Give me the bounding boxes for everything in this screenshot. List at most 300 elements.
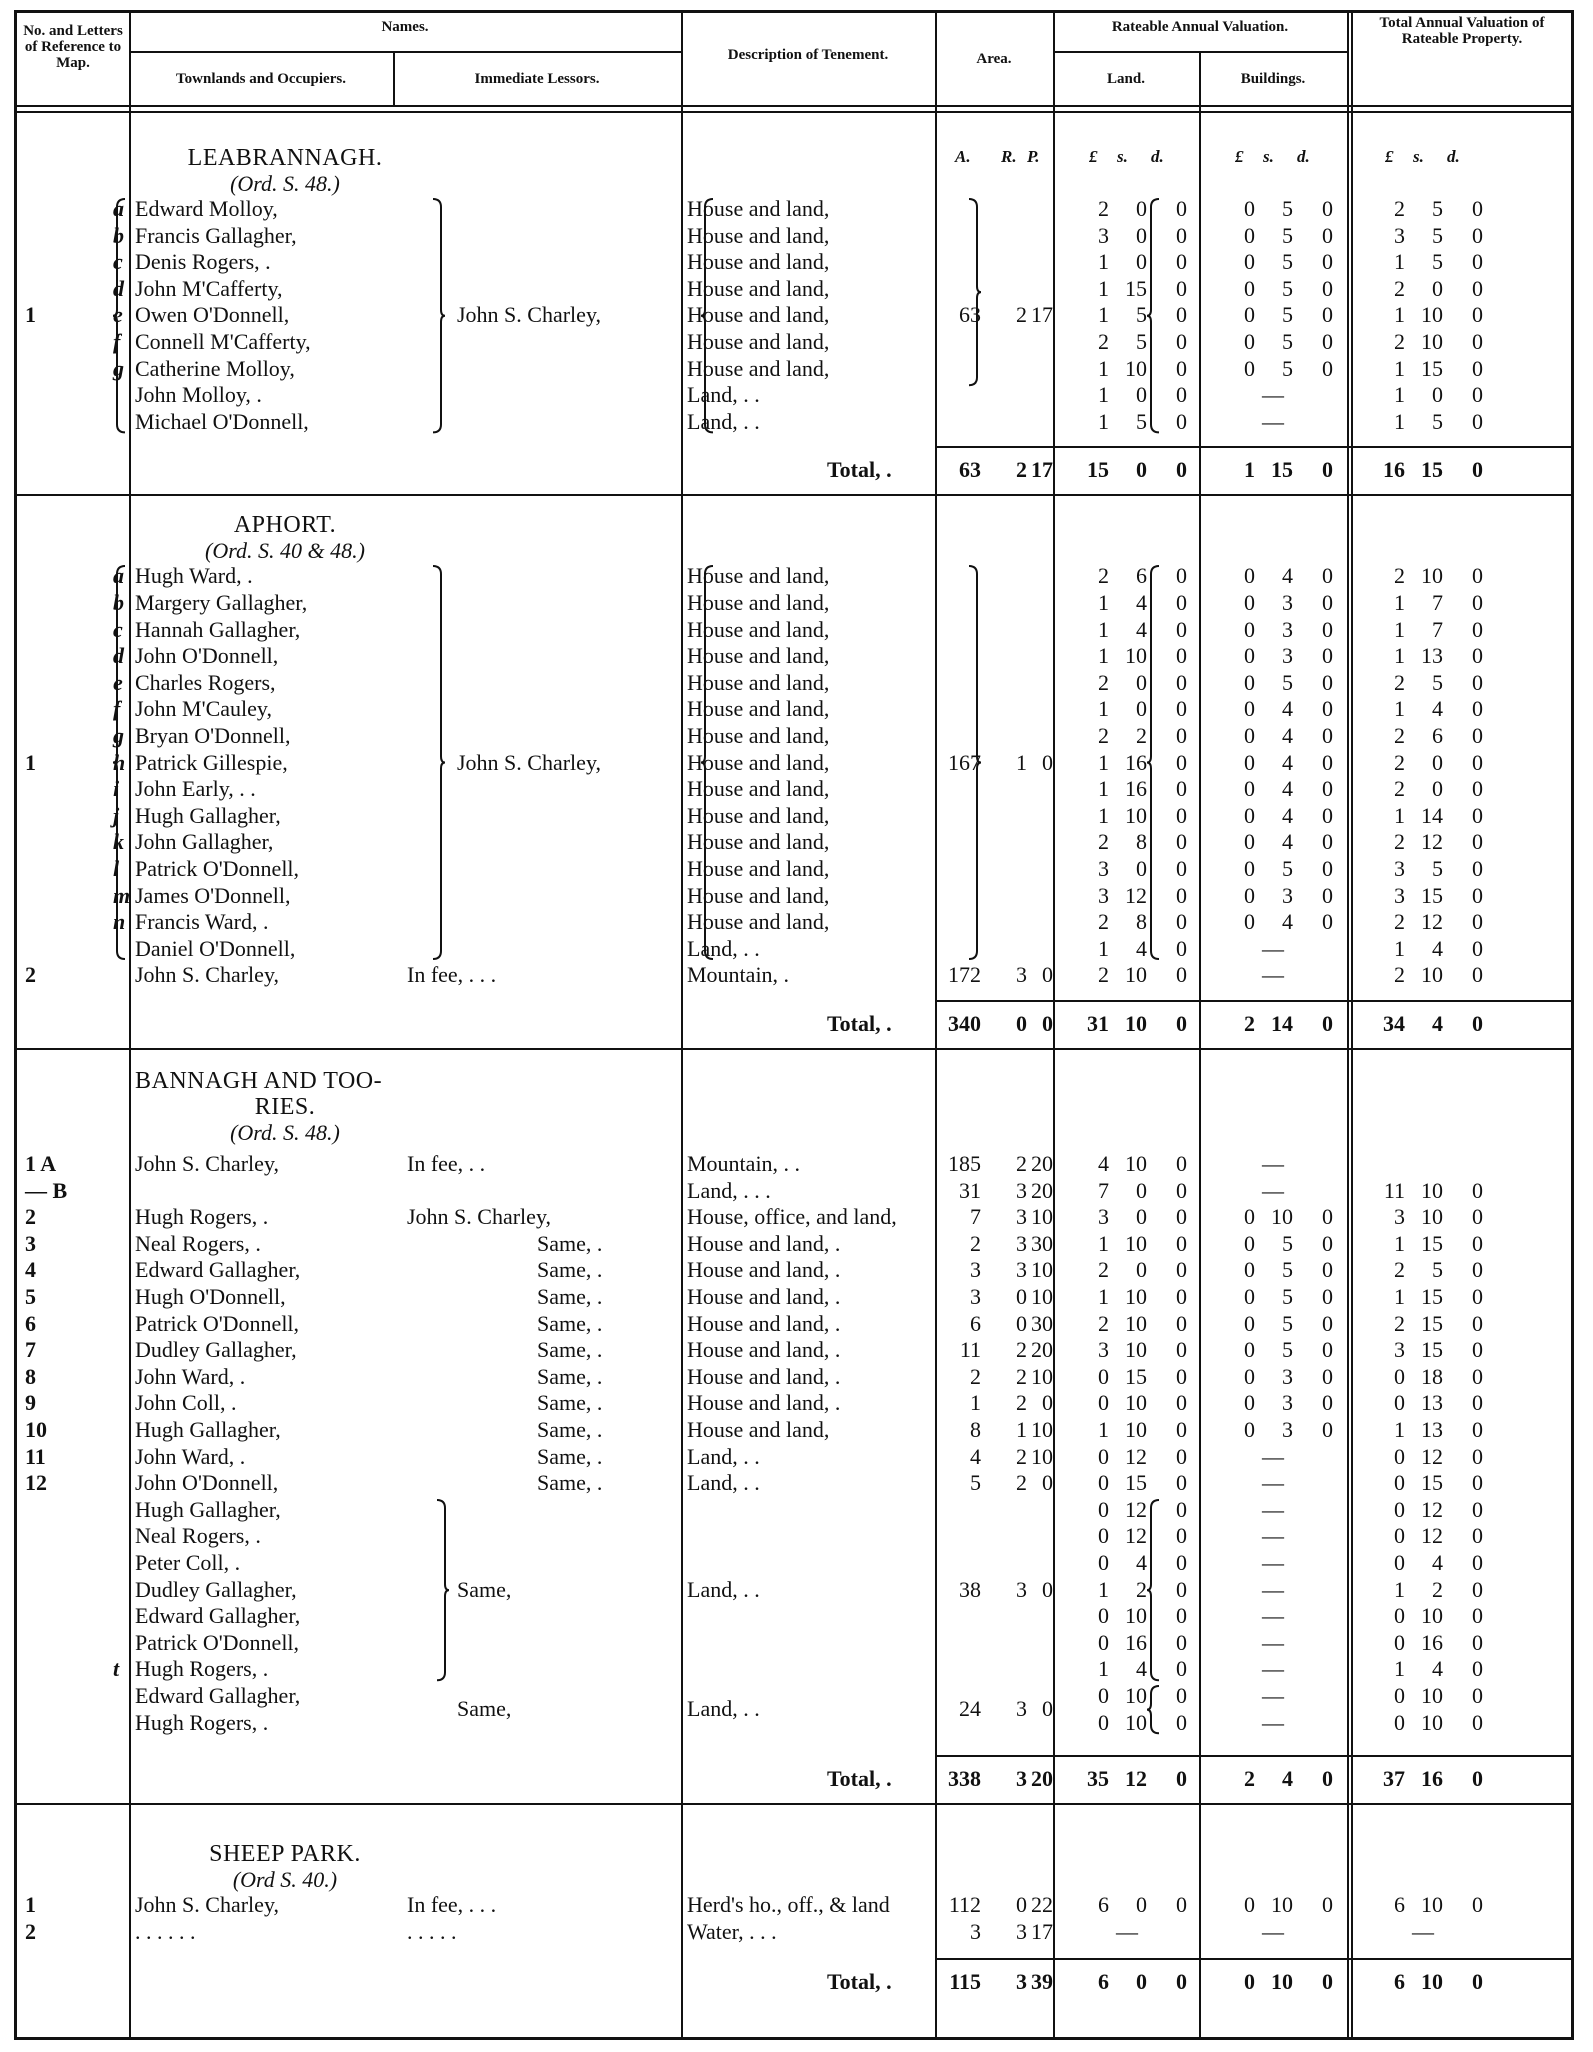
total-value-pence: 0: [1472, 563, 1483, 589]
total-value-shillings: 0: [1432, 749, 1443, 775]
total-value-shillings: 10: [1421, 1683, 1443, 1708]
total-label: Total, .: [827, 457, 892, 483]
lessor-name: Same, .: [537, 1417, 603, 1442]
table-row: [17, 1416, 1577, 1443]
land-brace: [1147, 1686, 1161, 1733]
building-value-pounds: 0: [1244, 643, 1255, 669]
land-value-pounds: 6: [1098, 1892, 1109, 1918]
total-valuation-shillings: 4: [1432, 1011, 1443, 1036]
total-buildings-pence: 0: [1322, 1969, 1333, 1995]
area-unit: P.: [1027, 147, 1040, 166]
area-acres: 8: [970, 1417, 981, 1442]
building-value-pence: 0: [1322, 302, 1333, 328]
ref-letter: g: [113, 723, 124, 748]
table-row: [17, 562, 1577, 589]
land-value-pounds: 2: [1098, 962, 1109, 988]
table-row: [17, 1469, 1577, 1496]
total-land-shillings: 0: [1136, 1969, 1147, 1995]
land-value-shillings: 0: [1136, 856, 1147, 881]
area-roods: 2: [1016, 1151, 1027, 1176]
land-value-pence: 0: [1176, 355, 1187, 381]
total-area-perches: 20: [1031, 1766, 1053, 1792]
land-value-shillings: 16: [1125, 749, 1147, 775]
land-value-shillings: 2: [1136, 1576, 1147, 1602]
land-value-pence: 0: [1176, 776, 1187, 802]
land-value-pounds: 0: [1098, 1390, 1109, 1416]
total-value-pounds: 2: [1394, 275, 1405, 301]
total-value-pence: 0: [1472, 1443, 1483, 1469]
tenement-description: Land, . .: [687, 935, 760, 961]
total-buildings-pence: 0: [1322, 1011, 1333, 1036]
tenement-description: House and land, .: [687, 1337, 841, 1363]
tenement-description: House and land,: [687, 909, 830, 935]
total-value-shillings: 15: [1421, 882, 1443, 908]
townland-title: SHEEP PARK.: [209, 1841, 361, 1868]
land-value-pence: 0: [1176, 1470, 1187, 1496]
building-value-pounds: 0: [1244, 302, 1255, 328]
occupier-name: Daniel O'Donnell,: [135, 935, 296, 961]
building-value-shillings: 5: [1282, 355, 1293, 381]
total-value-pence: 0: [1472, 1470, 1483, 1496]
rule: [17, 1803, 1571, 1805]
total-value-shillings: 7: [1432, 616, 1443, 642]
total-value-pence: 0: [1472, 935, 1483, 961]
ordnance-sheet: (Ord. S. 48.): [230, 171, 340, 196]
ref-letter: d: [113, 643, 124, 669]
land-value-shillings: 10: [1125, 1709, 1147, 1735]
total-value-pence: 0: [1472, 802, 1483, 828]
total-value-shillings: 13: [1421, 1417, 1443, 1442]
land-value-shillings: 8: [1136, 909, 1147, 935]
occupier-name: Hugh Gallagher,: [135, 802, 281, 828]
land-value-pounds: 1: [1098, 696, 1109, 722]
area-perches: 10: [1031, 1257, 1053, 1283]
tenement-description: House and land,: [687, 249, 830, 275]
table-row: [17, 961, 1577, 988]
total-value-pounds: 2: [1394, 669, 1405, 695]
land-value-pounds: 2: [1098, 196, 1109, 221]
lessor-name: Same, .: [537, 1284, 603, 1309]
total-land-pence: 0: [1176, 1011, 1187, 1036]
total-value-pence: 0: [1472, 669, 1483, 695]
area-perches: 0: [1042, 1390, 1053, 1416]
land-value-shillings: 0: [1136, 1177, 1147, 1203]
land-value-pence: 0: [1176, 302, 1187, 328]
total-valuation-shillings: 10: [1421, 1969, 1443, 1995]
table-row: [17, 1203, 1577, 1230]
occupier-name: John S. Charley,: [135, 1892, 280, 1918]
lessor-name: John S. Charley,: [457, 749, 602, 775]
building-value-pence: 0: [1322, 882, 1333, 908]
land-value-pounds: 1: [1098, 249, 1109, 275]
land-value-pounds: 7: [1098, 1177, 1109, 1203]
land-value-pounds: 0: [1098, 1709, 1109, 1735]
area-acres: 5: [970, 1470, 981, 1496]
table-row: [17, 695, 1577, 722]
land-value-shillings: 0: [1136, 382, 1147, 408]
total-value-pence: 0: [1472, 1576, 1483, 1602]
total-value-pounds: 1: [1394, 408, 1405, 434]
total-valuation-pounds: 16: [1383, 457, 1405, 483]
ref-letter: k: [113, 829, 124, 855]
building-value-pounds: 0: [1244, 1310, 1255, 1336]
building-value-pence: 0: [1322, 563, 1333, 589]
ref-number: 1 A: [25, 1151, 57, 1176]
name-brace: [435, 1500, 449, 1680]
tenement-description: House and land,: [687, 749, 830, 775]
total-value-shillings: 12: [1421, 1443, 1443, 1469]
area-unit: R.: [1001, 147, 1017, 166]
building-value-pence: 0: [1322, 616, 1333, 642]
total-value-pence: 0: [1472, 749, 1483, 775]
total-value-shillings: 4: [1432, 696, 1443, 722]
building-value-pounds: 0: [1244, 1390, 1255, 1416]
occupier-name: John M'Cafferty,: [135, 275, 283, 301]
land-brace: [1147, 199, 1161, 432]
ref-number: 6: [25, 1310, 36, 1336]
townland-title: APHORT.: [233, 512, 337, 539]
lessor-name: Same, .: [537, 1337, 603, 1363]
total-value-shillings: 13: [1421, 1390, 1443, 1416]
tenement-description: Land, . .: [687, 1470, 760, 1496]
total-label: Total, .: [827, 1969, 892, 1995]
area-unit: A.: [955, 147, 971, 166]
building-value-pounds: 0: [1244, 590, 1255, 615]
area-roods: 0: [1016, 1284, 1027, 1309]
building-value-dash: —: [1262, 1918, 1284, 1944]
total-valuation-pence: 0: [1472, 1969, 1483, 1995]
building-value-pounds: 0: [1244, 829, 1255, 855]
total-value-pence: 0: [1472, 616, 1483, 642]
total-value-pence: 0: [1472, 1496, 1483, 1522]
land-value-pounds: 1: [1098, 382, 1109, 408]
building-value-pence: 0: [1322, 643, 1333, 669]
ref-letter: d: [113, 275, 124, 301]
land-value-pence: 0: [1176, 643, 1187, 669]
total-valuation-pounds: 34: [1383, 1011, 1405, 1036]
land-value-pounds: 2: [1098, 829, 1109, 855]
total-land-pence: 0: [1176, 457, 1187, 483]
money-unit: d.: [1447, 147, 1460, 166]
building-value-pence: 0: [1322, 275, 1333, 301]
total-value-pounds: 1: [1394, 302, 1405, 328]
total-value-pence: 0: [1472, 909, 1483, 935]
total-value-shillings: 10: [1421, 1603, 1443, 1629]
money-unit: £: [1235, 147, 1244, 166]
ref-letter: j: [113, 802, 120, 828]
header-buildings: Buildings.: [1240, 71, 1306, 87]
area-perches: 10: [1031, 1363, 1053, 1389]
land-value-pence: 0: [1176, 1417, 1187, 1442]
building-value-pounds: 0: [1244, 249, 1255, 275]
occupier-name: Francis Ward, .: [135, 909, 269, 935]
land-value-pence: 0: [1176, 856, 1187, 881]
land-value-pounds: 0: [1098, 1523, 1109, 1549]
total-value-pounds: 6: [1394, 1892, 1405, 1918]
building-value-shillings: 5: [1282, 1310, 1293, 1336]
area-perches: 0: [1042, 1470, 1053, 1496]
tenement-description: House, office, and land,: [687, 1204, 897, 1230]
occupier-name: John Gallagher,: [135, 829, 274, 855]
tenement-description: Mountain, .: [687, 962, 790, 988]
land-value-shillings: 10: [1125, 1310, 1147, 1336]
land-value-shillings: 16: [1125, 776, 1147, 802]
land-value-pence: 0: [1176, 249, 1187, 275]
area-acres: 112: [948, 1892, 981, 1918]
building-value-shillings: 4: [1282, 749, 1293, 775]
tenement-description: House and land,: [687, 1417, 830, 1442]
total-value-shillings: 5: [1432, 856, 1443, 881]
table-row: [17, 222, 1577, 249]
ref-letter: b: [113, 222, 124, 248]
occupier-name: Charles Rogers,: [135, 669, 276, 695]
total-value-pounds: 2: [1394, 329, 1405, 354]
land-value-shillings: 2: [1136, 723, 1147, 748]
building-value-pence: 0: [1322, 829, 1333, 855]
building-value-shillings: 4: [1282, 696, 1293, 722]
building-value-shillings: 5: [1282, 669, 1293, 695]
tenement-description: House and land,: [687, 856, 830, 881]
total-value-shillings: 15: [1421, 1470, 1443, 1496]
area-acres: 11: [959, 1337, 981, 1363]
building-value-pence: 0: [1322, 355, 1333, 381]
ref-number: 1: [25, 302, 36, 328]
total-buildings-pence: 0: [1322, 457, 1333, 483]
header-ref: No. and Letters of Reference to Map.: [23, 23, 123, 71]
table-row: [17, 722, 1577, 749]
total-value-pounds: 0: [1394, 1470, 1405, 1496]
ref-letter: l: [113, 856, 120, 881]
total-value-pence: 0: [1472, 1709, 1483, 1735]
total-value-pounds: 0: [1394, 1363, 1405, 1389]
building-value-pounds: 0: [1244, 1204, 1255, 1230]
total-value-pounds: 1: [1394, 1576, 1405, 1602]
occupier-name: Edward Gallagher,: [135, 1683, 301, 1708]
building-value-pounds: 0: [1244, 1892, 1255, 1918]
land-value-shillings: 10: [1125, 1390, 1147, 1416]
total-value-pence: 0: [1472, 222, 1483, 248]
total-value-pence: 0: [1472, 1892, 1483, 1918]
unit-headings: [17, 143, 1577, 170]
area-roods: 3: [1016, 1230, 1027, 1256]
ref-letter: b: [113, 590, 124, 615]
land-value-pounds: 0: [1098, 1470, 1109, 1496]
land-value-pence: 0: [1176, 749, 1187, 775]
land-value-pence: 0: [1176, 1683, 1187, 1708]
area-perches: 10: [1031, 1204, 1053, 1230]
total-value-shillings: 15: [1421, 355, 1443, 381]
lessor-name: John S. Charley,: [457, 302, 602, 328]
building-value-pence: 0: [1322, 1337, 1333, 1363]
ref-letter: a: [113, 563, 124, 589]
rule: [935, 1000, 1571, 1002]
area-perches: 20: [1031, 1151, 1053, 1176]
land-value-shillings: 0: [1136, 696, 1147, 722]
table-row: [17, 1283, 1577, 1310]
tenement-description: Land, . . .: [687, 1177, 771, 1203]
total-value-shillings: 10: [1421, 329, 1443, 354]
total-value-pence: 0: [1472, 1390, 1483, 1416]
lessor-name: Same, .: [537, 1310, 603, 1336]
land-value-pence: 0: [1176, 962, 1187, 988]
land-value-shillings: 10: [1125, 802, 1147, 828]
land-value-pence: 0: [1176, 1284, 1187, 1309]
occupier-name: John O'Donnell,: [135, 643, 279, 669]
header-townlands: Townlands and Occupiers.: [176, 71, 346, 87]
land-value-pence: 0: [1176, 1151, 1187, 1176]
total-row: [17, 456, 1577, 483]
total-value-pounds: 1: [1394, 643, 1405, 669]
lessor-name: Same,: [457, 1696, 512, 1722]
land-value-pence: 0: [1176, 1363, 1187, 1389]
building-value-shillings: 5: [1282, 329, 1293, 354]
total-buildings-pounds: 0: [1244, 1969, 1255, 1995]
building-value-dash: —: [1262, 408, 1284, 434]
total-value-pence: 0: [1472, 590, 1483, 615]
total-value-pence: 0: [1472, 1363, 1483, 1389]
land-value-pence: 0: [1176, 1204, 1187, 1230]
building-value-shillings: 5: [1282, 1284, 1293, 1309]
occupier-name: James O'Donnell,: [135, 882, 291, 908]
table-row: [17, 1549, 1577, 1576]
occupier-name: Edward Gallagher,: [135, 1257, 301, 1283]
land-value-shillings: 4: [1136, 1550, 1147, 1575]
total-valuation-pounds: 37: [1383, 1766, 1405, 1792]
total-value-pence: 0: [1472, 776, 1483, 802]
group-row: [17, 301, 1577, 328]
building-value-pounds: 0: [1244, 776, 1255, 802]
building-value-pence: 0: [1322, 856, 1333, 881]
table-row: [17, 616, 1577, 643]
total-area-roods: 3: [1016, 1766, 1027, 1792]
total-value-pounds: 0: [1394, 1603, 1405, 1629]
building-value-dash: —: [1262, 1177, 1284, 1203]
building-value-pence: 0: [1322, 696, 1333, 722]
building-value-pounds: 0: [1244, 222, 1255, 248]
building-value-pounds: 0: [1244, 882, 1255, 908]
table-row: [17, 381, 1577, 408]
table-row: [17, 248, 1577, 275]
table-row: [17, 408, 1577, 435]
land-value-pence: 0: [1176, 382, 1187, 408]
group-area-roods: 3: [1016, 1576, 1027, 1602]
area-perches: 22: [1031, 1892, 1053, 1918]
lessor-name: In fee, . .: [407, 1151, 486, 1176]
land-value-shillings: 10: [1125, 643, 1147, 669]
name-brace: [431, 566, 445, 959]
total-value-pounds: 1: [1394, 616, 1405, 642]
tenement-description: House and land, .: [687, 1363, 841, 1389]
table-row: [17, 1891, 1577, 1918]
land-value-pounds: 1: [1098, 302, 1109, 328]
total-area-acres: 63: [959, 457, 981, 483]
money-unit: s.: [1117, 147, 1128, 166]
building-value-pence: 0: [1322, 196, 1333, 221]
total-land-pounds: 6: [1098, 1969, 1109, 1995]
land-value-pounds: 0: [1098, 1629, 1109, 1655]
land-value-pence: 0: [1176, 1496, 1187, 1522]
occupier-name: John Molloy, .: [135, 382, 262, 408]
land-value-shillings: 12: [1125, 1496, 1147, 1522]
ordnance-sheet: (Ord S. 40.): [232, 1867, 338, 1893]
total-value-pence: 0: [1472, 1204, 1483, 1230]
area-roods: 3: [1016, 1177, 1027, 1203]
rule: [935, 1958, 1571, 1960]
occupier-name: Connell M'Cafferty,: [135, 329, 311, 354]
lessor-name: Same, .: [537, 1470, 603, 1496]
occupier-name: Denis Rogers, .: [135, 249, 271, 275]
occupier-name: Michael O'Donnell,: [135, 408, 309, 434]
occupier-name: John S. Charley,: [135, 962, 280, 988]
building-value-pence: 0: [1322, 669, 1333, 695]
land-value-pence: 0: [1176, 222, 1187, 248]
area-perches: 20: [1031, 1337, 1053, 1363]
tenement-description: Land, . .: [687, 382, 760, 408]
land-value-pence: 0: [1176, 1310, 1187, 1336]
lessor-name: John S. Charley,: [407, 1204, 552, 1230]
total-value-shillings: 4: [1432, 1550, 1443, 1575]
land-value-pounds: 3: [1098, 1204, 1109, 1230]
group-area-roods: 3: [1016, 1696, 1027, 1722]
land-value-shillings: 6: [1136, 563, 1147, 589]
land-value-pounds: 1: [1098, 616, 1109, 642]
total-value-pounds: 2: [1394, 749, 1405, 775]
area-perches: 0: [1042, 962, 1053, 988]
tenement-description: Mountain, . .: [687, 1151, 801, 1176]
occupier-name: Bryan O'Donnell,: [135, 723, 291, 748]
building-value-pence: 0: [1322, 1204, 1333, 1230]
occupier-name: Hugh Gallagher,: [135, 1496, 281, 1522]
total-land-shillings: 10: [1125, 1011, 1147, 1036]
area-acres: 4: [970, 1443, 981, 1469]
land-value-pounds: 1: [1098, 1576, 1109, 1602]
occupier-name: Dudley Gallagher,: [135, 1576, 297, 1602]
tenement-description: House and land,: [687, 829, 830, 855]
building-value-pence: 0: [1322, 776, 1333, 802]
table-row: [17, 1150, 1577, 1177]
total-value-pence: 0: [1472, 408, 1483, 434]
total-value-pounds: 1: [1394, 696, 1405, 722]
land-value-shillings: 12: [1125, 1443, 1147, 1469]
land-value-shillings: 0: [1136, 1257, 1147, 1283]
total-buildings-pounds: 1: [1244, 457, 1255, 483]
area-roods: 3: [1016, 1257, 1027, 1283]
money-unit: d.: [1151, 147, 1164, 166]
group-area-perches: 0: [1042, 1696, 1053, 1722]
total-value-pence: 0: [1472, 962, 1483, 988]
desc-brace-right: [967, 199, 981, 385]
land-value-shillings: 10: [1125, 1337, 1147, 1363]
total-area-roods: 3: [1016, 1969, 1027, 1995]
area-acres: 185: [948, 1151, 981, 1176]
total-buildings-shillings: 10: [1271, 1969, 1293, 1995]
tenement-description: House and land, .: [687, 1284, 841, 1309]
area-roods: 1: [1016, 1417, 1027, 1442]
total-buildings-shillings: 4: [1282, 1766, 1293, 1792]
total-area-perches: 39: [1031, 1969, 1053, 1995]
total-value-shillings: 10: [1421, 1709, 1443, 1735]
land-value-pounds: 0: [1098, 1363, 1109, 1389]
tenement-description: House and land,: [687, 882, 830, 908]
table-row: [17, 1389, 1577, 1416]
total-value-shillings: 15: [1421, 1310, 1443, 1336]
desc-brace: [701, 199, 715, 432]
land-value-pence: 0: [1176, 616, 1187, 642]
total-valuation-pence: 0: [1472, 457, 1483, 483]
tenement-description: House and land,: [687, 723, 830, 748]
total-value-pounds: 2: [1394, 962, 1405, 988]
land-value-pence: 0: [1176, 1656, 1187, 1682]
